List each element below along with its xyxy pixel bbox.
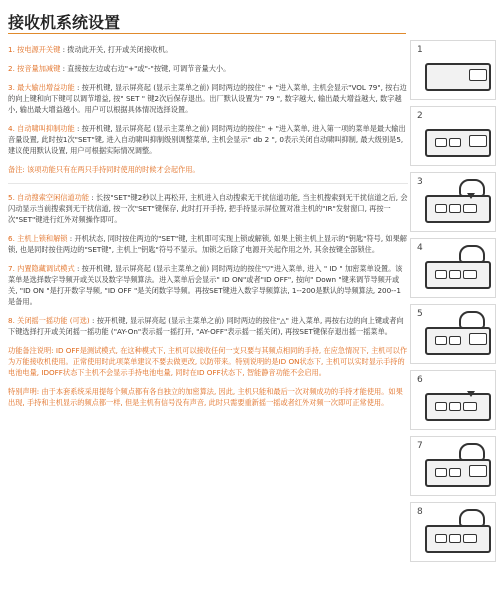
- button-icon: [435, 204, 447, 213]
- screen-icon: [469, 135, 487, 147]
- item-6: [8, 233, 408, 255]
- illustration-step-4: [410, 238, 496, 298]
- item-8-label: 8. 关闭摇一摇功能 (可选): [8, 316, 90, 325]
- screen-icon: [469, 333, 487, 345]
- item-1-label: 1. 按电源开关键: [8, 45, 61, 54]
- illustration-step-6: [410, 370, 496, 430]
- step-number: 3: [417, 177, 423, 187]
- button-icon: [435, 270, 447, 279]
- item-2-label: 2. 按音量加减键: [8, 64, 61, 73]
- set-button-icon: [463, 270, 477, 279]
- button-icon: [435, 402, 447, 411]
- step-number: 4: [417, 243, 423, 253]
- item-6-label: 6. 主机上锁和解锁: [8, 234, 68, 243]
- button-icon: [435, 468, 447, 477]
- item-7-label: 7. 内置隐藏调试模式: [8, 264, 75, 273]
- arrow-down-icon: [467, 391, 475, 397]
- button-icon: [449, 402, 461, 411]
- hand-icon: [459, 311, 485, 329]
- illustration-step-8: [410, 502, 496, 562]
- receiver-device-icon: [425, 63, 491, 91]
- instructions: [8, 44, 408, 416]
- page-title: 接收机系统设置: [8, 13, 121, 32]
- button-icon: [435, 534, 447, 543]
- step-number: 5: [417, 309, 423, 319]
- button-icon: [449, 336, 461, 345]
- receiver-device-icon: [425, 327, 491, 355]
- item-7: [8, 263, 408, 307]
- receiver-device-icon: [425, 459, 491, 487]
- item-2: [8, 63, 408, 74]
- item-3-text: : 按开机键, 显示屏亮起 (显示主菜单之前) 同时两边的按住" + "进入菜单, 主机会显示"VOL 79", 按右边的向上键和向下键可以调节增益, 按" SET " 键2次后保存退出。出厂默认设置为" 79 ", 数字越大, 输出最大增益越大, 数字越小, 输出最大增益越小。用户可以根据具体情况选择设置。: [8, 83, 407, 114]
- divider: [8, 183, 408, 184]
- remark: 备注: 该项功能只有在两只手持同时使用的时候才会起作用。: [8, 165, 200, 174]
- step-number: 6: [417, 375, 423, 385]
- button-icon: [449, 204, 461, 213]
- illustration-step-5: [410, 304, 496, 364]
- item-3: [8, 82, 408, 115]
- hand-icon: [459, 245, 485, 263]
- item-5-label: 5. 自动搜索空闲信道功能: [8, 193, 90, 202]
- item-5: [8, 192, 408, 225]
- item-8: [8, 315, 408, 337]
- item-7-text: : 按开机键, 显示屏亮起 (显示主菜单之前) 同时两边的按住"▽"进入菜单, 进入 " ID " 加密菜单设置。该菜单是选择数字导频开或关以及数字导频算法。进入菜单后会显示" ID ON"或者"ID OFF", 按向" Down "键来调节导频开或关, "ID ON "是打开数字导频, "ID OFF "是关闭数字导频。再按SET键进入数字导频算法, 1--200是默认的导频算法, 200--1是备用。: [8, 264, 403, 306]
- receiver-device-icon: [425, 525, 491, 553]
- screen-icon: [469, 69, 487, 81]
- receiver-device-icon: [425, 261, 491, 289]
- step-number: 7: [417, 441, 423, 451]
- item-8-text: : 按开机键, 显示屏亮起 (显示主菜单之前) 同时两边的按住"△" 进入菜单, 再按右边的向上键或者向下键选择打开或关闭摇一摇功能 ("AY-On"表示摇一摇打开, "AY-OFF"表示摇一摇关闭), 再按SET键保存退出摇一摇菜单。: [8, 316, 404, 336]
- button-icon: [435, 336, 447, 345]
- button-icon: [435, 138, 447, 147]
- set-button-icon: [463, 402, 477, 411]
- illustration-step-2: [410, 106, 496, 166]
- function-description: 功能备注说明: ID OFF是测试模式, 在这种模式下, 主机可以接收任何一支只要与其频点相同的手持, 在应急情况下, 主机可以作为万能接收机使用。正常使用时此项菜单建议不要去做更改, 以防带来。特别说明的是ID ON状态下, 主机可以实时显示手持的电池电量, IDOFF状态下主机不会显示手持电池电量, 同时在ID OFF状态下, 智能静音功能不会启用。: [8, 346, 408, 377]
- receiver-device-icon: [425, 195, 491, 223]
- button-icon: [449, 468, 461, 477]
- receiver-device-icon: [425, 129, 491, 157]
- button-icon: [449, 138, 461, 147]
- set-button-icon: [463, 204, 477, 213]
- title-rule: [8, 33, 406, 34]
- item-1: [8, 44, 408, 55]
- item-5-text: : 长按"SET"键2秒以上再松开, 主机进入自动搜索无干扰信道功能, 当主机搜索到无干扰信道之后, 会闪动显示当前搜索到无干扰信道, 按一次"SET"键保存, 此时打开手持, 把手持显示屏位置对准主机的"IR"发射窗口, 再按一次"SET"键进行红外对频操作即可。: [8, 193, 408, 224]
- item-3-label: 3. 最大输出增益功能: [8, 83, 75, 92]
- screen-icon: [469, 465, 487, 477]
- hand-icon: [459, 509, 485, 527]
- illustration-step-3: [410, 172, 496, 232]
- item-2-text: : 直接按左边或右边"+"或"-"按键, 可调节音量大小。: [62, 64, 231, 73]
- illustration-step-1: [410, 40, 496, 100]
- step-number: 1: [417, 45, 423, 55]
- receiver-device-icon: [425, 393, 491, 421]
- item-4: [8, 123, 408, 156]
- item-6-text: : 开机状态, 同时按住两边的"SET"键, 主机即可实现上锁或解锁, 如果上锁主机上显示的"钥匙"符号, 如果解锁, 也是同时按住两边的"SET键", 主机上"钥匙"符号不显示。加锁之后除了电源开关起作用之外, 其余按键全部锁住。: [8, 234, 407, 254]
- hand-icon: [459, 443, 485, 461]
- step-number: 8: [417, 507, 423, 517]
- set-button-icon: [463, 534, 477, 543]
- illustration-step-7: [410, 436, 496, 496]
- illustration-column: [410, 40, 496, 568]
- item-1-text: : 拨动此开关, 打开或关闭接收机。: [62, 45, 173, 54]
- step-number: 2: [417, 111, 423, 121]
- item-4-label: 4. 自动啸叫抑制功能: [8, 124, 75, 133]
- arrow-down-icon: [467, 193, 475, 199]
- special-statement: 特别声明: 由于本套系统采用提每个频点都有各自独立的加密算法, 因此, 主机只能和最后一次对频成功的手持才能使用。如果出现, 手持和主机显示的频点都一样, 但是主机有信号没有声音, 此时只需要重新摇一摇或者红外对频一次即可正常使用。: [8, 387, 403, 407]
- item-4-text: : 按开机键, 显示屏亮起 (显示主菜单之前) 同时两边的按住" + "进入菜单, 进入第一项的菜单是最大输出音量设置, 此时按1次"SET"键, 进入自动啸叫抑制级别调整菜单, 主机会显示" db 2 ", 0表示关闭自动啸叫抑制, 最大级别是5, 建议使用默认设置, 用户可根据实际情况调整。: [8, 124, 406, 155]
- button-icon: [449, 270, 461, 279]
- button-icon: [449, 534, 461, 543]
